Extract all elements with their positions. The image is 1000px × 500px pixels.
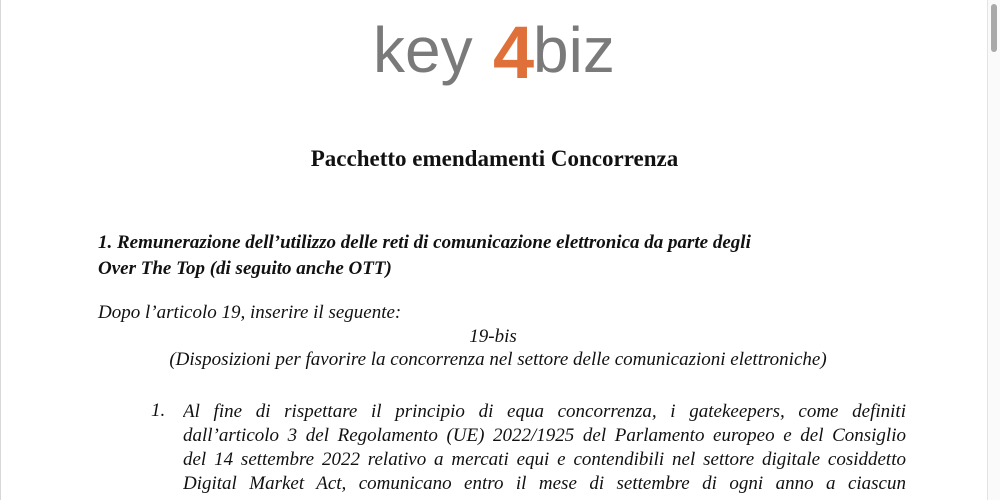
list-item-body [183,400,906,496]
article-number-text: 19-bis [469,326,517,347]
vertical-scrollbar[interactable] [987,0,1000,500]
logo-text-biz: biz [533,14,615,86]
page-title: Pacchetto emendamenti Concorrenza [310,146,679,171]
article-number [1,326,1000,348]
key4biz-logo-graphic [373,14,625,86]
list-item-line: Al fine di rispettare il principio di equa concorrenza, i gatekeepers, come definiti [183,401,906,422]
key4biz-logo [373,14,625,86]
logo-text-4: 4 [493,14,535,86]
section-heading-line-2: Over The Top (di seguito anche OTT) [98,258,392,279]
intro-text: Dopo l’articolo 19, inserire il seguente: [98,302,402,323]
logo-text-key: key [373,14,473,86]
article-title [1,349,1000,371]
list-item-line: Digital Market Act, comunicano entro il mese di settembre di ogni anno a ciascun [183,473,906,494]
list-item-number: 1. [151,400,166,421]
section-heading-line-1: 1. Remunerazione dell’utilizzo delle reti di comunicazione elettronica da parte degli [98,232,751,253]
list-item-line: dall’articolo 3 del Regolamento (UE) 2022/1925 del Parlamento europeo e del Consiglio [183,425,906,446]
list-item-line: del 14 settembre 2022 relativo a mercati equi e contendibili nel settore digitale cosiddetto [183,449,906,470]
article-title-text: (Disposizioni per favorire la concorrenza nel settore delle comunicazioni elettroniche) [169,349,827,370]
scrollbar-thumb[interactable] [991,4,997,52]
section-heading [98,230,918,282]
